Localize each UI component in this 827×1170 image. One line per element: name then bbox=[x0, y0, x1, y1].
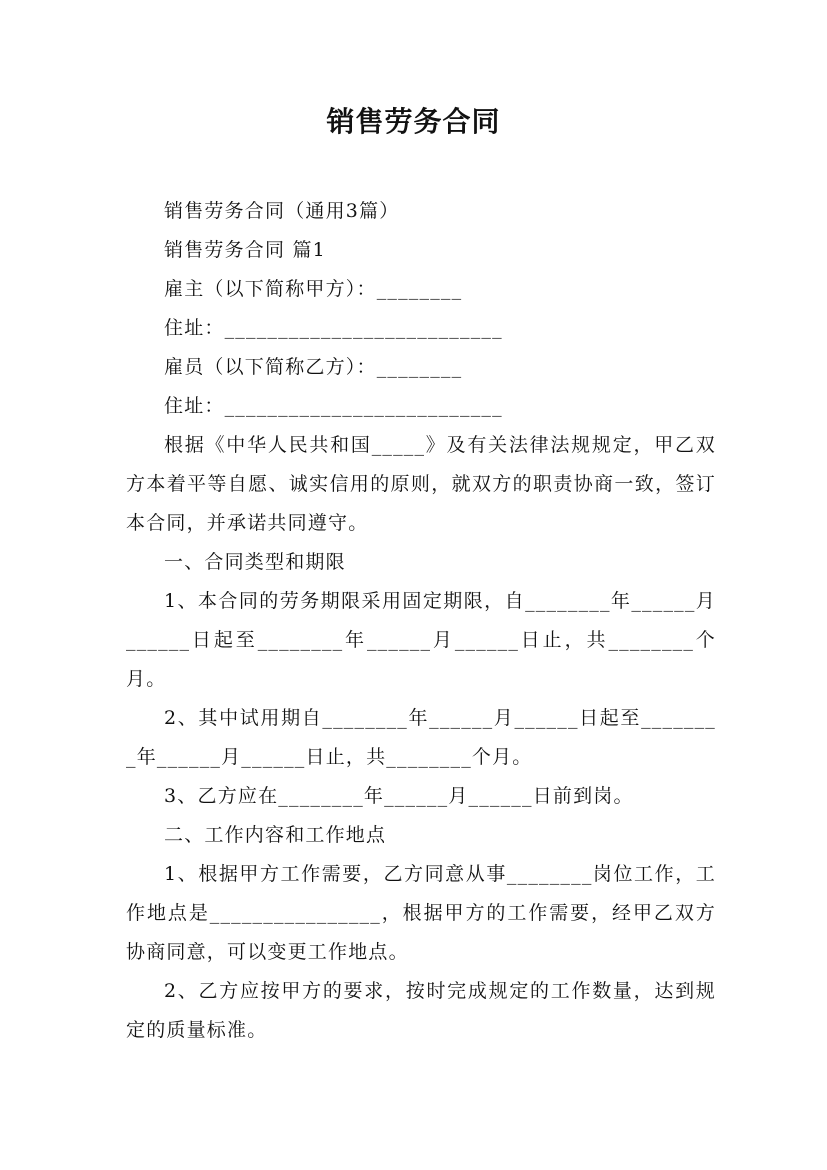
paragraph-employer: 雇主（以下简称甲方）：________ bbox=[164, 278, 463, 300]
paragraph-clause-1-1: 1、本合同的劳务期限采用固定期限，自________年______月______日起至________年______月______日止，共________个月。 bbox=[126, 590, 716, 690]
paragraph-heading-1: 一、合同类型和期限 bbox=[164, 551, 346, 573]
paragraph-employer-address: 住址：__________________________ bbox=[164, 317, 503, 339]
paragraph-clause-2-1: 1、根据甲方工作需要，乙方同意从事________岗位工作，工作地点是________________，根据甲方的工作需要，经甲乙双方协商同意，可以变更工作地点。 bbox=[126, 863, 716, 963]
document-body bbox=[126, 192, 716, 1050]
paragraph-clause-1-3: 3、乙方应在________年______月______日前到岗。 bbox=[164, 785, 634, 807]
paragraph-subtitle: 销售劳务合同（通用3篇） bbox=[164, 200, 400, 222]
paragraph-section-heading: 销售劳务合同 篇1 bbox=[164, 239, 326, 261]
paragraph-preamble: 根据《中华人民共和国_____》及有关法律法规规定，甲乙双方本着平等自愿、诚实信用的原则，就双方的职责协商一致，签订本合同，并承诺共同遵守。 bbox=[126, 434, 716, 534]
paragraph-clause-1-2: 2、其中试用期自________年______月______日起至________年______月______日止，共________个月。 bbox=[126, 707, 716, 768]
paragraph-clause-2-2: 2、乙方应按甲方的要求，按时完成规定的工作数量，达到规定的质量标准。 bbox=[126, 980, 716, 1041]
paragraph-employee: 雇员（以下简称乙方）：________ bbox=[164, 356, 463, 378]
paragraph-heading-2: 二、工作内容和工作地点 bbox=[164, 824, 387, 846]
paragraph-employee-address: 住址：__________________________ bbox=[164, 395, 503, 417]
document-title: 销售劳务合同 bbox=[326, 105, 501, 138]
